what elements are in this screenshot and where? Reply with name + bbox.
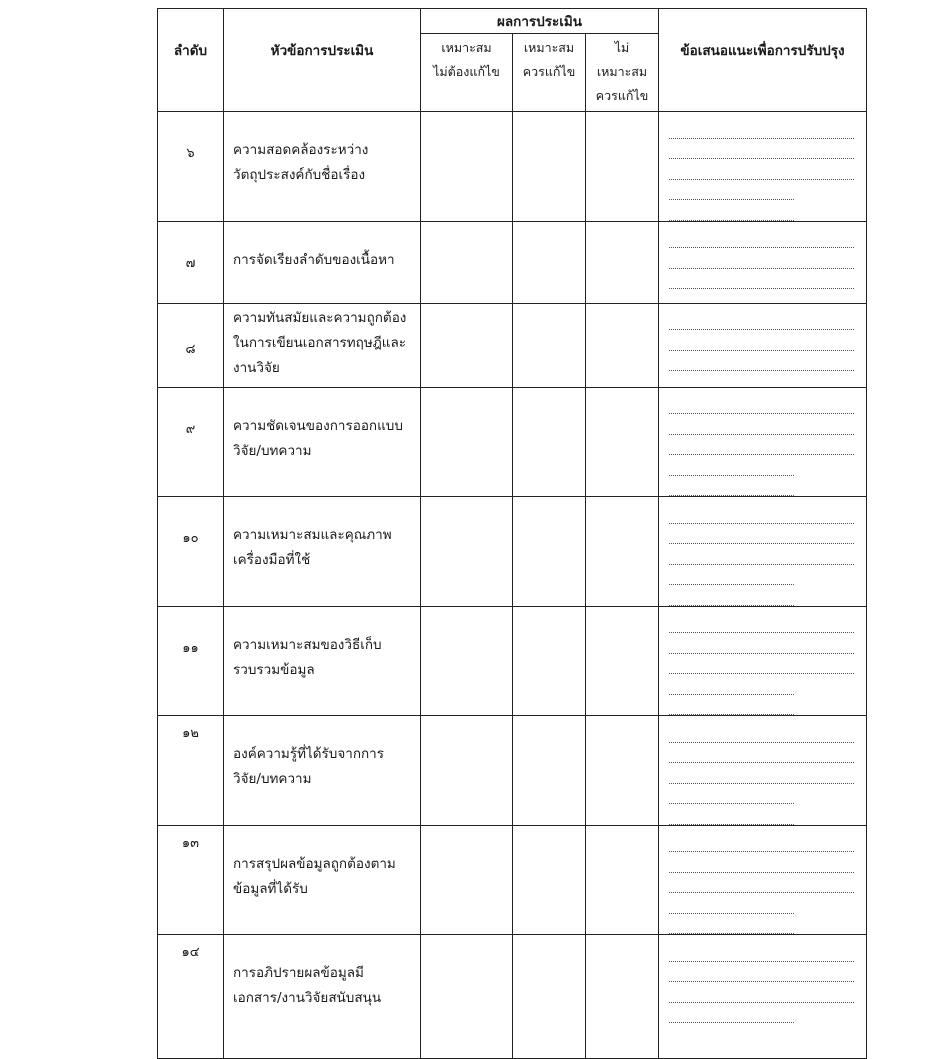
table-row xyxy=(158,825,867,935)
suggestion-cell[interactable] xyxy=(659,935,867,1059)
rating-cell-suitable-fix[interactable] xyxy=(513,935,586,1059)
table-row xyxy=(158,716,867,826)
col-header-topic: หัวข้อการประเมิน xyxy=(224,9,421,112)
rating-cell-suitable-no-fix[interactable] xyxy=(421,935,513,1059)
table-row xyxy=(158,112,867,222)
suggestion-cell[interactable] xyxy=(659,112,867,222)
rating-cell-unsuitable-fix[interactable] xyxy=(586,606,659,716)
rating-cell-suitable-no-fix[interactable] xyxy=(421,606,513,716)
rating-cell-suitable-no-fix[interactable] xyxy=(421,825,513,935)
row-topic: การสรุปผลข้อมูลถูกต้องตาม ข้อมูลที่ได้รับ xyxy=(224,825,421,935)
rating-cell-suitable-fix[interactable] xyxy=(513,606,586,716)
row-topic: ความสอดคล้องระหว่าง วัตถุประสงค์กับชื่อเรื่อง xyxy=(224,112,421,222)
table-row xyxy=(158,497,867,607)
table-row xyxy=(158,303,867,387)
rating-cell-unsuitable-fix[interactable] xyxy=(586,716,659,826)
rating-cell-suitable-no-fix[interactable] xyxy=(421,221,513,303)
rating-cell-suitable-fix[interactable] xyxy=(513,303,586,387)
col-header-suggestion: ข้อเสนอแนะเพื่อการปรับปรุง xyxy=(659,9,867,112)
row-number: ๘ xyxy=(158,303,224,387)
suggestion-cell[interactable] xyxy=(659,606,867,716)
rating-cell-unsuitable-fix[interactable] xyxy=(586,497,659,607)
row-number: ๗ xyxy=(158,221,224,303)
row-number: ๖ xyxy=(158,112,224,222)
col-header-order: ลำดับ xyxy=(158,9,224,112)
col-header-suitable-fix: เหมาะสม ควรแก้ไข xyxy=(513,34,586,112)
suggestion-cell[interactable] xyxy=(659,303,867,387)
rating-cell-suitable-fix[interactable] xyxy=(513,497,586,607)
suggestion-cell[interactable] xyxy=(659,716,867,826)
suggestion-cell[interactable] xyxy=(659,825,867,935)
rating-cell-suitable-no-fix[interactable] xyxy=(421,387,513,497)
row-number: ๑๔ xyxy=(158,935,224,1059)
row-topic: องค์ความรู้ที่ได้รับจากการ วิจัย/บทความ xyxy=(224,716,421,826)
col-header-suitable-no-fix: เหมาะสม ไม่ต้องแก้ไข xyxy=(421,34,513,112)
row-number: ๙ xyxy=(158,387,224,497)
row-number: ๑๐ xyxy=(158,497,224,607)
suggestion-cell[interactable] xyxy=(659,221,867,303)
row-number: ๑๓ xyxy=(158,825,224,935)
row-topic: การจัดเรียงลำดับของเนื้อหา xyxy=(224,221,421,303)
rating-cell-suitable-fix[interactable] xyxy=(513,716,586,826)
row-topic: ความทันสมัยและความถูกต้อง ในการเขียนเอกสารทฤษฎีและ งานวิจัย xyxy=(224,303,421,387)
table-row xyxy=(158,221,867,303)
rating-cell-suitable-no-fix[interactable] xyxy=(421,497,513,607)
col-header-result-group: ผลการประเมิน xyxy=(421,9,659,34)
rating-cell-suitable-no-fix[interactable] xyxy=(421,112,513,222)
suggestion-cell[interactable] xyxy=(659,387,867,497)
rating-cell-suitable-fix[interactable] xyxy=(513,825,586,935)
row-topic: ความชัดเจนของการออกแบบ วิจัย/บทความ xyxy=(224,387,421,497)
table-row xyxy=(158,935,867,1059)
rating-cell-suitable-fix[interactable] xyxy=(513,387,586,497)
rating-cell-unsuitable-fix[interactable] xyxy=(586,303,659,387)
rating-cell-unsuitable-fix[interactable] xyxy=(586,112,659,222)
rating-cell-unsuitable-fix[interactable] xyxy=(586,935,659,1059)
rating-cell-suitable-no-fix[interactable] xyxy=(421,716,513,826)
evaluation-table xyxy=(157,8,867,1059)
row-topic: การอภิปรายผลข้อมูลมี เอกสาร/งานวิจัยสนับสนุน xyxy=(224,935,421,1059)
rating-cell-unsuitable-fix[interactable] xyxy=(586,221,659,303)
rating-cell-unsuitable-fix[interactable] xyxy=(586,825,659,935)
col-header-unsuitable-fix: ไม่ เหมาะสม ควรแก้ไข xyxy=(586,34,659,112)
rating-cell-suitable-fix[interactable] xyxy=(513,112,586,222)
row-number: ๑๑ xyxy=(158,606,224,716)
row-topic: ความเหมาะสมและคุณภาพ เครื่องมือที่ใช้ xyxy=(224,497,421,607)
suggestion-cell[interactable] xyxy=(659,497,867,607)
row-number: ๑๒ xyxy=(158,716,224,826)
rating-cell-suitable-no-fix[interactable] xyxy=(421,303,513,387)
table-row xyxy=(158,387,867,497)
row-topic: ความเหมาะสมของวิธีเก็บ รวบรวมข้อมูล xyxy=(224,606,421,716)
rating-cell-unsuitable-fix[interactable] xyxy=(586,387,659,497)
table-row xyxy=(158,606,867,716)
rating-cell-suitable-fix[interactable] xyxy=(513,221,586,303)
